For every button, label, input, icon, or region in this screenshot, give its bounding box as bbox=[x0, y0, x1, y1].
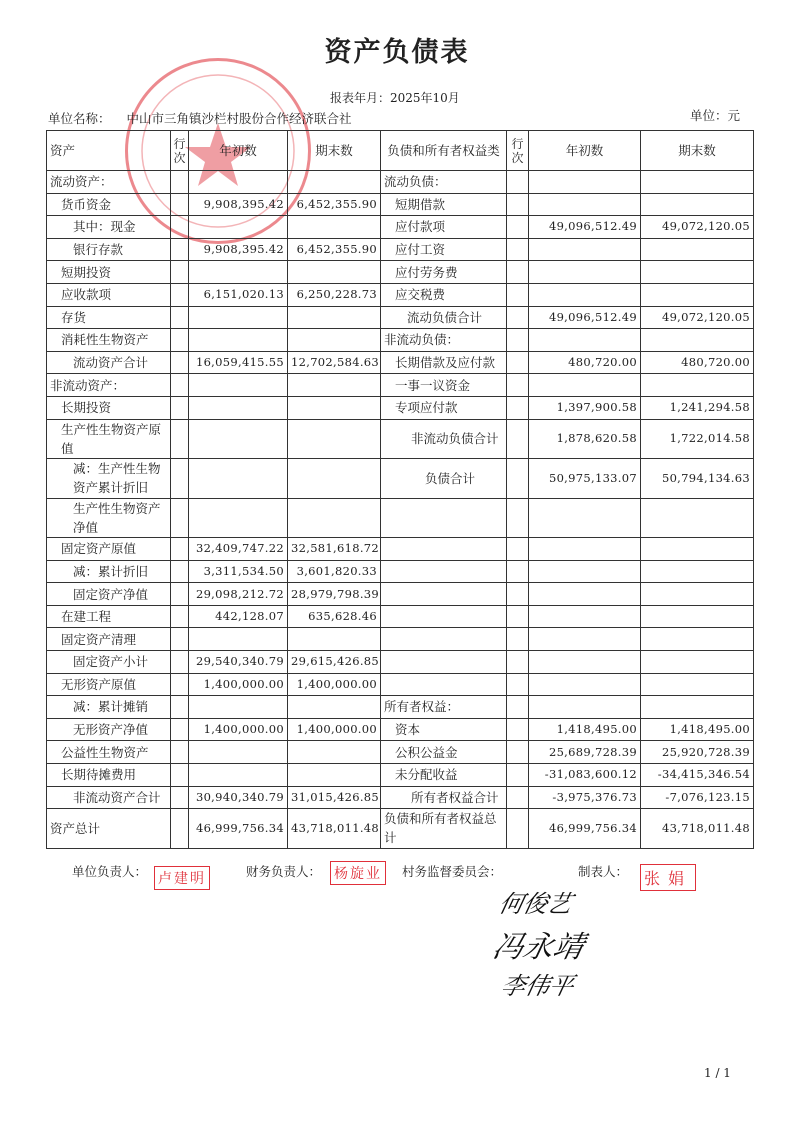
row-label-right bbox=[381, 651, 507, 674]
end-value-right bbox=[641, 560, 754, 583]
row-label-right: 应付劳务费 bbox=[381, 261, 507, 284]
row-label-left: 消耗性生物资产 bbox=[47, 329, 171, 352]
begin-value-left: 1,400,000.00 bbox=[189, 673, 288, 696]
end-value-right bbox=[641, 651, 754, 674]
row-no-left bbox=[171, 459, 189, 499]
table-row bbox=[47, 809, 754, 849]
end-value-left bbox=[288, 696, 381, 719]
begin-value-right bbox=[529, 560, 641, 583]
row-label-right bbox=[381, 560, 507, 583]
row-no-right bbox=[507, 171, 529, 194]
row-no-right bbox=[507, 396, 529, 419]
row-no-right bbox=[507, 374, 529, 397]
end-value-right: 25,920,728.39 bbox=[641, 741, 754, 764]
begin-value-left bbox=[189, 261, 288, 284]
row-label-right: 所有者权益合计 bbox=[381, 786, 507, 809]
end-value-left: 6,452,355.90 bbox=[288, 193, 381, 216]
end-value-left: 28,979,798.39 bbox=[288, 583, 381, 606]
row-label-left: 在建工程 bbox=[47, 605, 171, 628]
page-title: 资产负债表 bbox=[324, 37, 470, 68]
row-no-right bbox=[507, 193, 529, 216]
row-label-right: 所有者权益： bbox=[381, 696, 507, 719]
end-value-right bbox=[641, 696, 754, 719]
end-value-right: 43,718,011.48 bbox=[641, 809, 754, 849]
row-label-left: 流动资产： bbox=[47, 171, 171, 194]
begin-value-right bbox=[529, 193, 641, 216]
row-label-right: 流动负债合计 bbox=[381, 306, 507, 329]
row-no-left bbox=[171, 374, 189, 397]
end-value-left bbox=[288, 306, 381, 329]
table-row bbox=[47, 696, 754, 719]
row-no-left bbox=[171, 786, 189, 809]
header-begin-2: 年初数 bbox=[529, 131, 641, 171]
end-value-right: 1,418,495.00 bbox=[641, 718, 754, 741]
end-value-right: 49,072,120.05 bbox=[641, 306, 754, 329]
balance-sheet-table bbox=[46, 130, 754, 849]
table-row bbox=[47, 605, 754, 628]
row-no-right bbox=[507, 538, 529, 561]
end-value-right bbox=[641, 374, 754, 397]
row-no-left bbox=[171, 741, 189, 764]
row-no-left bbox=[171, 498, 189, 538]
row-label-right: 长期借款及应付款 bbox=[381, 351, 507, 374]
row-no-right bbox=[507, 329, 529, 352]
report-period: 报表年月：2025年10月 bbox=[330, 91, 460, 105]
row-label-right: 应付款项 bbox=[381, 216, 507, 239]
table-row bbox=[47, 329, 754, 352]
row-no-left bbox=[171, 560, 189, 583]
table-row bbox=[47, 718, 754, 741]
begin-value-left bbox=[189, 216, 288, 239]
row-label-left: 减：累计摊销 bbox=[47, 696, 171, 719]
begin-value-right bbox=[529, 374, 641, 397]
row-label-left: 生产性生物资产净值 bbox=[47, 498, 171, 538]
row-no-left bbox=[171, 261, 189, 284]
table-row bbox=[47, 538, 754, 561]
row-label-right: 专项应付款 bbox=[381, 396, 507, 419]
begin-value-right bbox=[529, 329, 641, 352]
finance-head-label: 财务负责人： bbox=[246, 864, 322, 879]
row-no-right bbox=[507, 459, 529, 499]
row-no-right bbox=[507, 786, 529, 809]
end-value-left bbox=[288, 498, 381, 538]
end-value-left: 43,718,011.48 bbox=[288, 809, 381, 849]
row-label-right bbox=[381, 498, 507, 538]
end-value-left bbox=[288, 261, 381, 284]
row-no-right bbox=[507, 651, 529, 674]
row-no-left bbox=[171, 651, 189, 674]
finance-head-stamp: 杨旋业 bbox=[330, 861, 386, 885]
row-no-right bbox=[507, 673, 529, 696]
begin-value-right bbox=[529, 283, 641, 306]
end-value-right: 1,241,294.58 bbox=[641, 396, 754, 419]
row-no-left bbox=[171, 809, 189, 849]
begin-value-left bbox=[189, 741, 288, 764]
row-no-left bbox=[171, 673, 189, 696]
end-value-left: 1,400,000.00 bbox=[288, 718, 381, 741]
begin-value-left bbox=[189, 459, 288, 499]
row-no-left bbox=[171, 583, 189, 606]
table-row bbox=[47, 583, 754, 606]
table-row bbox=[47, 560, 754, 583]
table-row bbox=[47, 261, 754, 284]
row-label-left: 应收款项 bbox=[47, 283, 171, 306]
row-no-right bbox=[507, 696, 529, 719]
begin-value-right: 50,975,133.07 bbox=[529, 459, 641, 499]
end-value-left bbox=[288, 374, 381, 397]
table-row bbox=[47, 459, 754, 499]
begin-value-right bbox=[529, 171, 641, 194]
end-value-left bbox=[288, 396, 381, 419]
row-label-right: 公积公益金 bbox=[381, 741, 507, 764]
begin-value-left: 16,059,415.55 bbox=[189, 351, 288, 374]
end-value-left bbox=[288, 419, 381, 459]
begin-value-right bbox=[529, 605, 641, 628]
begin-value-right bbox=[529, 583, 641, 606]
begin-value-right bbox=[529, 696, 641, 719]
row-no-left bbox=[171, 329, 189, 352]
table-row bbox=[47, 238, 754, 261]
end-value-left bbox=[288, 763, 381, 786]
end-value-right bbox=[641, 171, 754, 194]
begin-value-right: 480,720.00 bbox=[529, 351, 641, 374]
row-no-right bbox=[507, 283, 529, 306]
begin-value-left bbox=[189, 696, 288, 719]
row-label-left: 资产总计 bbox=[47, 809, 171, 849]
row-no-right bbox=[507, 351, 529, 374]
row-label-right: 流动负债： bbox=[381, 171, 507, 194]
row-label-left: 减：生产性生物资产累计折旧 bbox=[47, 459, 171, 499]
table-row bbox=[47, 673, 754, 696]
row-no-right bbox=[507, 628, 529, 651]
row-label-left: 其中：现金 bbox=[47, 216, 171, 239]
table-row bbox=[47, 628, 754, 651]
row-label-right bbox=[381, 538, 507, 561]
end-value-left bbox=[288, 741, 381, 764]
table-row bbox=[47, 171, 754, 194]
row-no-right bbox=[507, 560, 529, 583]
row-no-right bbox=[507, 261, 529, 284]
row-no-left bbox=[171, 351, 189, 374]
row-no-right bbox=[507, 238, 529, 261]
end-value-left: 1,400,000.00 bbox=[288, 673, 381, 696]
begin-value-left: 9,908,395.42 bbox=[189, 193, 288, 216]
row-no-left bbox=[171, 171, 189, 194]
unit-head-stamp: 卢建明 bbox=[154, 866, 210, 890]
end-value-right bbox=[641, 583, 754, 606]
row-label-left: 无形资产原值 bbox=[47, 673, 171, 696]
table-row bbox=[47, 193, 754, 216]
row-label-right: 应交税费 bbox=[381, 283, 507, 306]
row-no-left bbox=[171, 763, 189, 786]
table-row bbox=[47, 498, 754, 538]
end-value-left bbox=[288, 329, 381, 352]
row-label-right: 短期借款 bbox=[381, 193, 507, 216]
row-no-left bbox=[171, 718, 189, 741]
end-value-left: 635,628.46 bbox=[288, 605, 381, 628]
row-label-right bbox=[381, 673, 507, 696]
row-no-left bbox=[171, 216, 189, 239]
begin-value-right bbox=[529, 673, 641, 696]
row-label-left: 固定资产清理 bbox=[47, 628, 171, 651]
row-label-right: 资本 bbox=[381, 718, 507, 741]
begin-value-left bbox=[189, 498, 288, 538]
row-label-left: 无形资产净值 bbox=[47, 718, 171, 741]
begin-value-left bbox=[189, 306, 288, 329]
row-no-left bbox=[171, 538, 189, 561]
row-no-right bbox=[507, 216, 529, 239]
begin-value-left bbox=[189, 171, 288, 194]
end-value-right: 1,722,014.58 bbox=[641, 419, 754, 459]
header-end-2: 期末数 bbox=[641, 131, 754, 171]
unit-name: 中山市三角镇沙栏村股份合作经济联合社 bbox=[126, 111, 352, 126]
row-label-left: 生产性生物资产原值 bbox=[47, 419, 171, 459]
header-row-no-2: 行次 bbox=[507, 131, 529, 171]
row-no-left bbox=[171, 396, 189, 419]
row-label-right: 负债和所有者权益总计 bbox=[381, 809, 507, 849]
row-no-left bbox=[171, 696, 189, 719]
row-label-left: 固定资产原值 bbox=[47, 538, 171, 561]
end-value-left: 3,601,820.33 bbox=[288, 560, 381, 583]
signature-3: 李伟平 bbox=[498, 972, 577, 1000]
end-value-left bbox=[288, 171, 381, 194]
end-value-right bbox=[641, 605, 754, 628]
end-value-right bbox=[641, 538, 754, 561]
row-label-left: 非流动资产： bbox=[47, 374, 171, 397]
begin-value-left: 1,400,000.00 bbox=[189, 718, 288, 741]
row-label-right bbox=[381, 605, 507, 628]
row-label-left: 长期待摊费用 bbox=[47, 763, 171, 786]
table-header-row bbox=[47, 131, 754, 171]
begin-value-right: 1,397,900.58 bbox=[529, 396, 641, 419]
begin-value-left bbox=[189, 628, 288, 651]
preparer-label: 制表人： bbox=[578, 864, 629, 879]
row-label-right: 非流动负债合计 bbox=[381, 419, 507, 459]
begin-value-right: -31,083,600.12 bbox=[529, 763, 641, 786]
row-no-left bbox=[171, 238, 189, 261]
begin-value-right: -3,975,376.73 bbox=[529, 786, 641, 809]
begin-value-left: 29,540,340.79 bbox=[189, 651, 288, 674]
row-label-left: 银行存款 bbox=[47, 238, 171, 261]
row-label-right bbox=[381, 628, 507, 651]
end-value-right bbox=[641, 238, 754, 261]
row-no-right bbox=[507, 763, 529, 786]
row-label-right: 应付工资 bbox=[381, 238, 507, 261]
end-value-right: -7,076,123.15 bbox=[641, 786, 754, 809]
header-row-no: 行次 bbox=[171, 131, 189, 171]
begin-value-right bbox=[529, 261, 641, 284]
end-value-right: -34,415,346.54 bbox=[641, 763, 754, 786]
table-row bbox=[47, 306, 754, 329]
end-value-right: 480,720.00 bbox=[641, 351, 754, 374]
row-no-left bbox=[171, 283, 189, 306]
row-label-left: 固定资产小计 bbox=[47, 651, 171, 674]
end-value-right bbox=[641, 628, 754, 651]
table-row bbox=[47, 374, 754, 397]
preparer-stamp: 张娟 bbox=[640, 864, 696, 891]
end-value-left: 6,452,355.90 bbox=[288, 238, 381, 261]
header-liabilities: 负债和所有者权益类 bbox=[381, 131, 507, 171]
row-label-left: 存货 bbox=[47, 306, 171, 329]
row-label-right bbox=[381, 583, 507, 606]
begin-value-left bbox=[189, 329, 288, 352]
begin-value-left bbox=[189, 396, 288, 419]
row-no-left bbox=[171, 628, 189, 651]
row-label-left: 固定资产净值 bbox=[47, 583, 171, 606]
row-label-left: 货币资金 bbox=[47, 193, 171, 216]
begin-value-right: 25,689,728.39 bbox=[529, 741, 641, 764]
table-row bbox=[47, 741, 754, 764]
begin-value-left bbox=[189, 374, 288, 397]
row-label-left: 减：累计折旧 bbox=[47, 560, 171, 583]
end-value-right bbox=[641, 498, 754, 538]
end-value-left: 32,581,618.72 bbox=[288, 538, 381, 561]
table-row bbox=[47, 763, 754, 786]
signature-2: 冯永靖 bbox=[489, 930, 587, 965]
begin-value-left bbox=[189, 763, 288, 786]
row-label-left: 短期投资 bbox=[47, 261, 171, 284]
begin-value-right bbox=[529, 628, 641, 651]
end-value-left bbox=[288, 459, 381, 499]
begin-value-right bbox=[529, 651, 641, 674]
row-no-right bbox=[507, 741, 529, 764]
table-row bbox=[47, 396, 754, 419]
row-no-left bbox=[171, 306, 189, 329]
currency-unit: 单位：元 bbox=[690, 108, 741, 123]
signature-1: 何俊艺 bbox=[496, 890, 575, 918]
begin-value-left: 46,999,756.34 bbox=[189, 809, 288, 849]
row-label-right: 负债合计 bbox=[381, 459, 507, 499]
end-value-left: 12,702,584.63 bbox=[288, 351, 381, 374]
row-no-right bbox=[507, 718, 529, 741]
row-label-left: 流动资产合计 bbox=[47, 351, 171, 374]
row-no-right bbox=[507, 419, 529, 459]
unit-name-label: 单位名称： bbox=[48, 111, 111, 126]
begin-value-right: 49,096,512.49 bbox=[529, 216, 641, 239]
row-no-right bbox=[507, 583, 529, 606]
row-label-right: 非流动负债： bbox=[381, 329, 507, 352]
end-value-right bbox=[641, 673, 754, 696]
unit-name-line bbox=[48, 109, 352, 127]
begin-value-left: 32,409,747.22 bbox=[189, 538, 288, 561]
row-label-right: 未分配收益 bbox=[381, 763, 507, 786]
row-no-right bbox=[507, 809, 529, 849]
page-number: 1 / 1 bbox=[704, 1066, 731, 1080]
end-value-left: 29,615,426.85 bbox=[288, 651, 381, 674]
row-no-right bbox=[507, 498, 529, 538]
row-no-left bbox=[171, 605, 189, 628]
table-row bbox=[47, 216, 754, 239]
begin-value-left: 6,151,020.13 bbox=[189, 283, 288, 306]
begin-value-left: 9,908,395.42 bbox=[189, 238, 288, 261]
table-row bbox=[47, 351, 754, 374]
unit-head-label: 单位负责人： bbox=[72, 864, 148, 879]
row-label-left: 非流动资产合计 bbox=[47, 786, 171, 809]
table-row bbox=[47, 651, 754, 674]
begin-value-left: 442,128.07 bbox=[189, 605, 288, 628]
end-value-left bbox=[288, 628, 381, 651]
begin-value-left: 3,311,534.50 bbox=[189, 560, 288, 583]
begin-value-right: 49,096,512.49 bbox=[529, 306, 641, 329]
header-begin: 年初数 bbox=[189, 131, 288, 171]
end-value-right bbox=[641, 193, 754, 216]
end-value-right bbox=[641, 329, 754, 352]
end-value-left bbox=[288, 216, 381, 239]
table-row bbox=[47, 283, 754, 306]
end-value-left: 31,015,426.85 bbox=[288, 786, 381, 809]
begin-value-left bbox=[189, 419, 288, 459]
table-row bbox=[47, 786, 754, 809]
end-value-right: 50,794,134.63 bbox=[641, 459, 754, 499]
header-end: 期末数 bbox=[288, 131, 381, 171]
row-no-left bbox=[171, 193, 189, 216]
row-label-left: 公益性生物资产 bbox=[47, 741, 171, 764]
begin-value-right: 1,418,495.00 bbox=[529, 718, 641, 741]
table-row bbox=[47, 419, 754, 459]
row-no-right bbox=[507, 306, 529, 329]
header-assets: 资产 bbox=[47, 131, 171, 171]
begin-value-right bbox=[529, 238, 641, 261]
row-no-left bbox=[171, 419, 189, 459]
end-value-right: 49,072,120.05 bbox=[641, 216, 754, 239]
begin-value-right bbox=[529, 498, 641, 538]
end-value-left: 6,250,228.73 bbox=[288, 283, 381, 306]
row-no-right bbox=[507, 605, 529, 628]
begin-value-right bbox=[529, 538, 641, 561]
begin-value-left: 30,940,340.79 bbox=[189, 786, 288, 809]
begin-value-right: 1,878,620.58 bbox=[529, 419, 641, 459]
supervision-label: 村务监督委员会： bbox=[402, 864, 503, 879]
begin-value-left: 29,098,212.72 bbox=[189, 583, 288, 606]
begin-value-right: 46,999,756.34 bbox=[529, 809, 641, 849]
row-label-right: 一事一议资金 bbox=[381, 374, 507, 397]
end-value-right bbox=[641, 261, 754, 284]
end-value-right bbox=[641, 283, 754, 306]
row-label-left: 长期投资 bbox=[47, 396, 171, 419]
